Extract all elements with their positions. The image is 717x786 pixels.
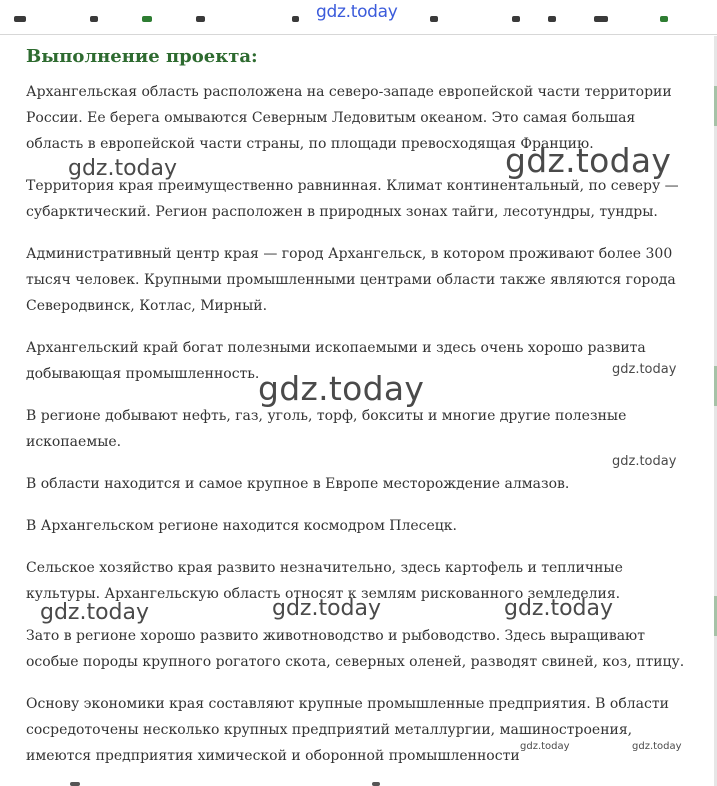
article-content bbox=[26, 46, 691, 785]
divider bbox=[0, 34, 717, 35]
paragraph-capital: Административный центр края — город Архангельск, в котором проживают более 300 тысяч человек. Крупными промышленными центрами области также являются города Северодвинск, Котлас, Мирный. bbox=[26, 246, 676, 314]
paragraph-minerals: В регионе добывают нефть, газ, уголь, торф, бокситы и многие другие полезные ископаемые. bbox=[26, 408, 627, 450]
paragraph-cosmodrome: В Архангельском регионе находится космодром Плесецк. bbox=[26, 518, 458, 534]
cut-nav-fragment bbox=[512, 16, 520, 22]
watermark: gdz.today bbox=[505, 141, 672, 180]
paragraph-livestock: Зато в регионе хорошо развито животноводство и рыбоводство. Здесь выращивают особые породы крупного рогатого скота, северных оленей, разводят свиней, коз, птицу. bbox=[26, 628, 685, 670]
bottom-cutoff bbox=[0, 778, 717, 786]
cut-nav-fragment bbox=[660, 16, 668, 22]
watermark: gdz.today bbox=[520, 741, 570, 752]
cut-nav-fragment bbox=[548, 16, 556, 22]
watermark: gdz.today bbox=[258, 369, 425, 408]
paragraph-terrain: Территория края преимущественно равнинная. Климат континентальный, по северу — субарктический. Регион расположен в природных зонах тайги, лесотундры, тундры. bbox=[26, 178, 679, 220]
header-watermark: gdz.today bbox=[316, 2, 398, 22]
cut-text-fragment bbox=[70, 782, 80, 786]
cut-nav-fragment bbox=[90, 16, 98, 22]
paragraph-agriculture: Сельское хозяйство края развито незначительно, здесь картофель и тепличные культуры. Архангельскую область относят к землям рискованного земледелия. bbox=[26, 560, 623, 602]
cut-text-fragment bbox=[372, 782, 380, 786]
cut-nav-fragment bbox=[14, 16, 26, 22]
paragraph-resources: Архангельский край богат полезными ископаемыми и здесь очень хорошо развита добывающая промышленность. bbox=[26, 340, 646, 382]
cut-nav-fragment bbox=[142, 16, 152, 22]
watermark: gdz.today bbox=[272, 596, 382, 621]
cut-nav-fragment bbox=[196, 16, 205, 22]
cut-nav-fragment bbox=[292, 16, 299, 22]
watermark: gdz.today bbox=[612, 362, 677, 377]
paragraph-location: Архангельская область расположена на северо-западе европейской части территории России. Ее берега омываются Северным Ледовитым океаном. Это самая большая область в европейской части страны, по площади превосходящая Францию. bbox=[26, 84, 672, 152]
watermark: gdz.today bbox=[68, 156, 178, 181]
watermark: gdz.today bbox=[504, 596, 614, 621]
paragraph-economy: Основу экономики края составляют крупные промышленные предприятия. В области сосредоточены несколько крупных предприятий металлургии, машиностроения, имеются предприятия химической и оборонной промышленности bbox=[26, 696, 669, 764]
watermark: gdz.today bbox=[612, 454, 677, 469]
watermark: gdz.today bbox=[40, 600, 150, 625]
cut-nav-fragment bbox=[594, 16, 608, 22]
watermark: gdz.today bbox=[632, 741, 682, 752]
paragraph-diamonds: В области находится и самое крупное в Европе месторождение алмазов. bbox=[26, 476, 570, 492]
section-title: Выполнение проекта: bbox=[26, 46, 258, 67]
cut-nav-fragment bbox=[430, 16, 438, 22]
